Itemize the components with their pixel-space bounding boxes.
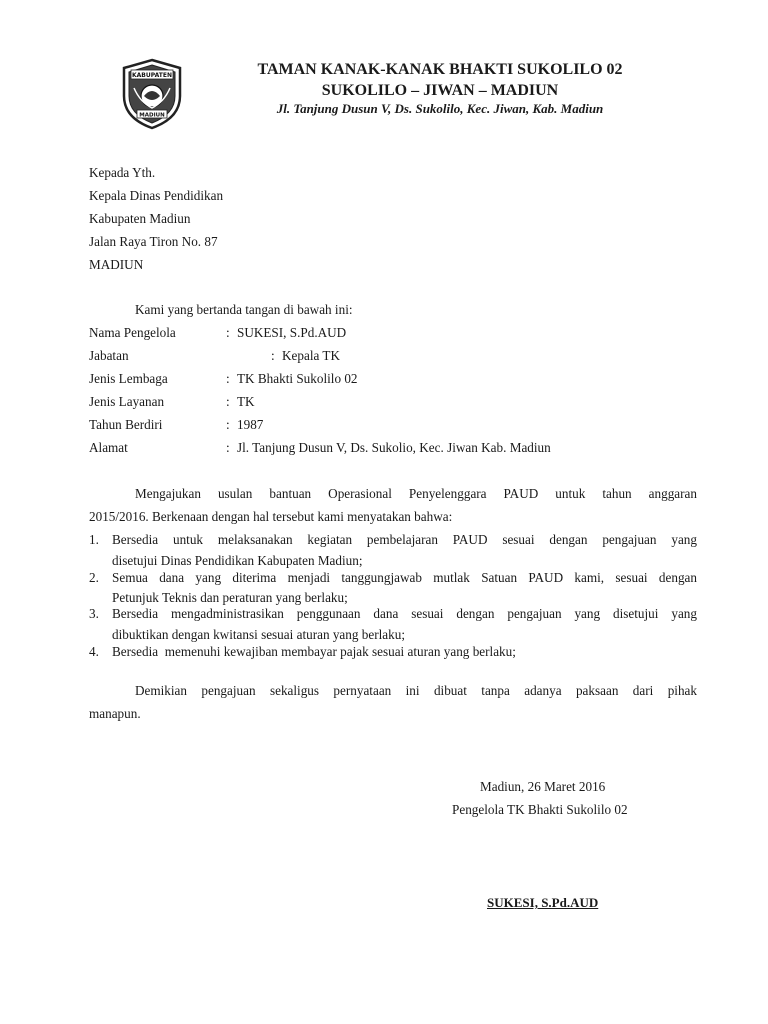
- school-name: TAMAN KANAK-KANAK BHAKTI SUKOLILO 02: [257, 61, 623, 78]
- field-label: Tahun Berdiri: [89, 417, 163, 432]
- statement-number: 3.: [89, 606, 99, 621]
- statement-line: Petunjuk Teknis dan peraturan yang berlaku;: [112, 590, 348, 605]
- statement-number: 2.: [89, 570, 99, 585]
- emblem-text-top: KABUPATEN: [132, 72, 172, 79]
- field-label: Jenis Lembaga: [89, 371, 168, 386]
- field-colon: :: [271, 348, 275, 363]
- statement-line: disetujui Dinas Pendidikan Kabupaten Madiun;: [112, 553, 363, 568]
- field-label: Jabatan: [89, 348, 129, 363]
- closing-line: Demikian pengajuan sekaligus pernyataan ini dibuat tanpa adanya paksaan dari pihak: [135, 683, 697, 698]
- field-value: TK Bhakti Sukolilo 02: [237, 371, 358, 386]
- field-label: Alamat: [89, 440, 128, 455]
- field-value: SUKESI, S.Pd.AUD: [237, 325, 347, 340]
- statement-line: Semua dana yang diterima menjadi tanggungjawab mutlak Satuan PAUD kami, sesuai dengan: [112, 570, 697, 585]
- field-colon: :: [226, 394, 230, 409]
- kabupaten-madiun-emblem: [120, 58, 184, 130]
- field-label: Nama Pengelola: [89, 325, 176, 340]
- field-label: Jenis Layanan: [89, 394, 165, 409]
- request-paragraph-line: Mengajukan usulan bantuan Operasional Penyelenggara PAUD untuk tahun anggaran: [135, 486, 697, 501]
- statement-number: 4.: [89, 644, 99, 659]
- field-colon: :: [226, 371, 230, 386]
- intro-text: Kami yang bertanda tangan di bawah ini:: [135, 302, 353, 317]
- statement-number: 1.: [89, 532, 99, 547]
- signatory-name: SUKESI, S.Pd.AUD: [487, 895, 599, 910]
- field-colon: :: [226, 417, 230, 432]
- recipient-line: Kabupaten Madiun: [89, 211, 191, 226]
- field-value: Jl. Tanjung Dusun V, Ds. Sukolio, Kec. Jiwan Kab. Madiun: [237, 440, 551, 455]
- statement-line: Bersedia mengadministrasikan penggunaan dana sesuai dengan pengajuan yang disetujui yang: [112, 606, 697, 621]
- field-value: TK: [237, 394, 255, 409]
- recipient-line: Kepada Yth.: [89, 165, 156, 180]
- statement-line: Bersedia memenuhi kewajiban membayar pajak sesuai aturan yang berlaku;: [112, 644, 516, 659]
- field-colon: :: [226, 440, 230, 455]
- school-location: SUKOLILO – JIWAN – MADIUN: [321, 82, 559, 99]
- place-date: Madiun, 26 Maret 2016: [480, 779, 606, 794]
- recipient-line: Kepala Dinas Pendidikan: [89, 188, 224, 203]
- closing-line: manapun.: [89, 706, 141, 721]
- statement-line: dibuktikan dengan kwitansi sesuai aturan yang berlaku;: [112, 627, 405, 642]
- recipient-line: Jalan Raya Tiron No. 87: [89, 234, 218, 249]
- recipient-line: MADIUN: [89, 257, 144, 272]
- field-value: Kepala TK: [282, 348, 340, 363]
- statement-line: Bersedia untuk melaksanakan kegiatan pembelajaran PAUD sesuai dengan pengajuan yang: [112, 532, 697, 547]
- field-value: 1987: [237, 417, 264, 432]
- signatory-role: Pengelola TK Bhakti Sukolilo 02: [452, 802, 628, 817]
- field-colon: :: [226, 325, 230, 340]
- emblem-text-bottom: MADIUN: [139, 112, 165, 119]
- request-paragraph-line: 2015/2016. Berkenaan dengan hal tersebut kami menyatakan bahwa:: [89, 509, 453, 524]
- school-address: Jl. Tanjung Dusun V, Ds. Sukolilo, Kec. Jiwan, Kab. Madiun: [276, 101, 604, 116]
